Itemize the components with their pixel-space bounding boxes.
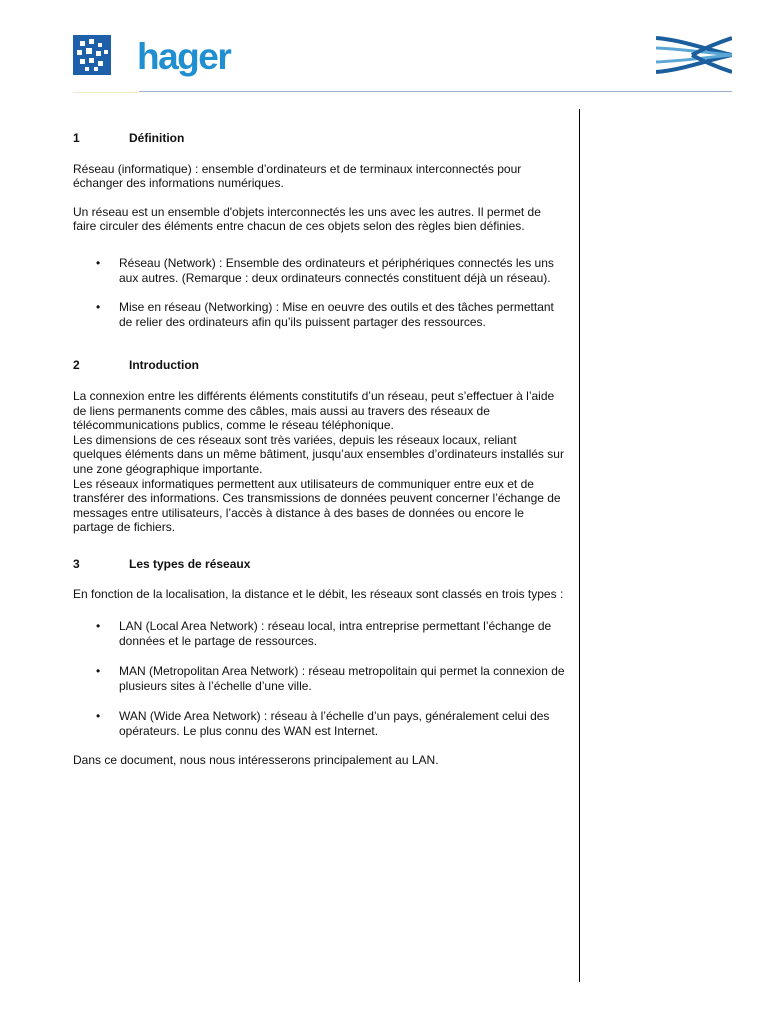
bullet-glyph: • <box>96 300 101 315</box>
list-item-text: Réseau (Network) : Ensemble des ordinateurs et périphériques connectés les uns aux autres. (Remarque : deux ordinateurs connectés constituent déjà un réseau). <box>119 255 554 285</box>
bullet-glyph: • <box>96 709 101 724</box>
brand-name: hager <box>137 36 231 77</box>
bullet-list <box>73 619 565 739</box>
list-item-text: WAN (Wide Area Network) : réseau à l’échelle d’un pays, généralement celui des opérateurs. Le plus connu des WAN est Internet. <box>119 709 550 739</box>
list-item <box>73 664 565 693</box>
section-title: Introduction <box>129 358 199 373</box>
paragraph: La connexion entre les différents éléments constitutifs d’un réseau, peut s’effectuer à l’aide de liens permanents comme des câbles, mais aussi au travers des réseaux de télécommunications publics, comme le réseau téléphonique. <box>73 388 555 433</box>
margin-line <box>579 109 580 982</box>
hager-logo-icon <box>73 35 111 75</box>
list-item <box>73 709 565 738</box>
bullet-glyph: • <box>96 619 101 634</box>
list-item-text: MAN (Metropolitan Area Network) : réseau metropolitain qui permet la connexion de plusieurs sites à l’échelle d’une ville. <box>119 664 565 693</box>
section-number: 3 <box>73 556 80 571</box>
header-rule <box>139 91 732 92</box>
paragraph: Dans ce document, nous nous intéresserons principalement au LAN. <box>73 752 439 767</box>
section-title: Les types de réseaux <box>129 556 251 571</box>
document-body <box>73 131 565 767</box>
section-heading-2 <box>73 358 565 373</box>
paragraph: Les dimensions de ces réseaux sont très variées, depuis les réseaux locaux, reliant quelques éléments dans un même bâtiment, jusqu’aux ensembles d’ordinateurs installés sur une zone géographique importante. <box>73 432 564 476</box>
list-item <box>73 619 565 648</box>
bullet-list <box>73 256 565 329</box>
section-heading-3 <box>73 557 565 572</box>
section-title: Définition <box>129 131 185 145</box>
paragraph: Un réseau est un ensemble d'objets interconnectés les uns avec les autres. Il permet de faire circuler des éléments entre chacun de ces objets selon des règles bien définies. <box>73 204 541 234</box>
paragraph: Les réseaux informatiques permettent aux utilisateurs de communiquer entre eux et de transférer des informations. Ces transmissions de données peuvent concerner l’échange de messages entre utilisateurs, l’accès à distance à des bases de données ou encore le partage de fichiers. <box>73 476 561 535</box>
section-heading-1 <box>73 131 565 146</box>
section-number: 2 <box>73 358 80 373</box>
list-item-text: Mise en réseau (Networking) : Mise en oeuvre des outils et des tâches permettant de relier des ordinateurs afin qu’ils puissent partager des ressources. <box>119 300 554 329</box>
list-item <box>73 256 565 285</box>
paragraph: En fonction de la localisation, la distance et le débit, les réseaux sont classés en trois types : <box>73 587 564 602</box>
paragraph: Réseau (informatique) : ensemble d’ordinateurs et de terminaux interconnectés pour échanger des informations numériques. <box>73 161 522 191</box>
wave-logo-icon <box>656 34 732 76</box>
section-number: 1 <box>73 131 80 145</box>
list-item <box>73 300 565 329</box>
list-item-text: LAN (Local Area Network) : réseau local, intra entreprise permettant l’échange de données et le partage de ressources. <box>119 619 552 648</box>
header-rule-accent <box>73 92 139 93</box>
bullet-glyph: • <box>96 255 101 270</box>
bullet-glyph: • <box>96 664 101 679</box>
